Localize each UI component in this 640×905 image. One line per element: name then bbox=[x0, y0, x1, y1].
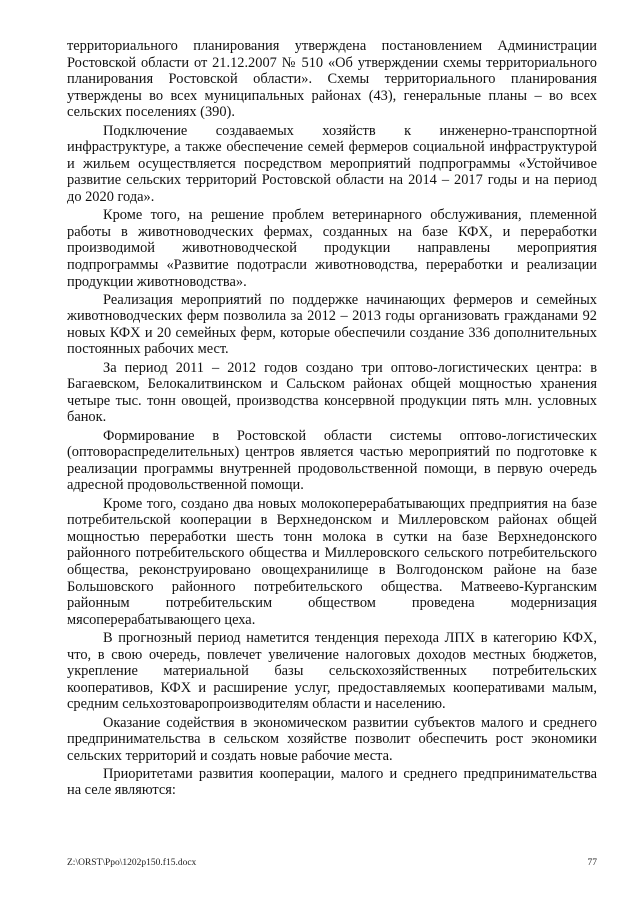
page-footer bbox=[67, 858, 597, 872]
paragraph-4: Реализация мероприятий по поддержке начинающих фермеров и семейных животноводческих ферм позволила за 2012 – 2013 годы организовать гражданами 92 новых КФХ и 20 семейных ферм, которые обеспечили создание 336 дополнительных постоянных рабочих мест. bbox=[67, 291, 597, 358]
paragraph-2: Подключение создаваемых хозяйств к инженерно-транспортной инфраструктуре, а также обеспечение семей фермеров социальной инфраструктурой и жильем осуществляется посредством мероприятий подпрограммы «Устойчивое развитие сельских территорий Ростовской области на 2014 – 2017 годы и на период до 2020 года». bbox=[67, 122, 597, 205]
document-body bbox=[67, 38, 597, 801]
footer-file-path: Z:\ORST\Ppo\1202p150.f15.docx bbox=[67, 858, 197, 868]
paragraph-9: Оказание содействия в экономическом развитии субъектов малого и среднего предпринимательства в сельском хозяйстве позволит обеспечить рост экономики сельских территорий и создать новые рабочие места. bbox=[67, 714, 597, 764]
footer-page-number: 77 bbox=[587, 858, 597, 868]
paragraph-1: территориального планирования утверждена постановлением Администрации Ростовской области от 21.12.2007 № 510 «Об утверждении схемы территориального планирования Ростовской области». Схемы территориального планирования утверждены во всех муниципальных районах (43), генеральные планы – во всех сельских поселениях (390). bbox=[67, 38, 597, 121]
paragraph-3: Кроме того, на решение проблем ветеринарного обслуживания, племенной работы в животноводческих фермах, созданных на базе КФХ, и переработки производимой животноводческой продукции направлены мероприятия подпрограммы «Развитие подотрасли животноводства, переработки и реализации продукции животноводства». bbox=[67, 207, 597, 290]
paragraph-8: В прогнозный период наметится тенденция перехода ЛПХ в категорию КФХ, что, в свою очередь, повлечет увеличение налоговых доходов местных бюджетов, укрепление материальной базы сельскохозяйственных потребительских кооперативов, КФХ и расширение услуг, предоставляемых кооперативами малым, средним сельхозтоваропроизводителям области и населению. bbox=[67, 629, 597, 713]
paragraph-6: Формирование в Ростовской области системы оптово-логистических (оптовораспределительных) центров является частью мероприятий по подготовке к реализации программы внутренней продовольственной помощи, в первую очередь адресной продовольственной помощи. bbox=[67, 427, 597, 494]
paragraph-7: Кроме того, создано два новых молокоперерабатывающих предприятия на базе потребительской кооперации в Верхнедонском и Миллеровском районах общей мощностью переработки шесть тонн молока в сутки на базе Верхнедонского районного потребительского общества и Миллеровского сельского потребительского общества, реконструировано овощехранилище в Волгодонском районе на базе Большовского районного потребительского общества. Матвеево-Курганским районным потребительским обществом проведена модернизация мясоперерабатывающего цеха. bbox=[67, 495, 597, 628]
paragraph-10: Приоритетами развития кооперации, малого и среднего предпринимательства на селе являются: bbox=[67, 765, 597, 799]
paragraph-5: За период 2011 – 2012 годов создано три оптово-логистических центра: в Багаевском, Белокалитвинском и Сальском районах общей мощностью хранения четыре тыс. тонн овощей, производства консервной продукции пять млн. условных банок. bbox=[67, 359, 597, 426]
